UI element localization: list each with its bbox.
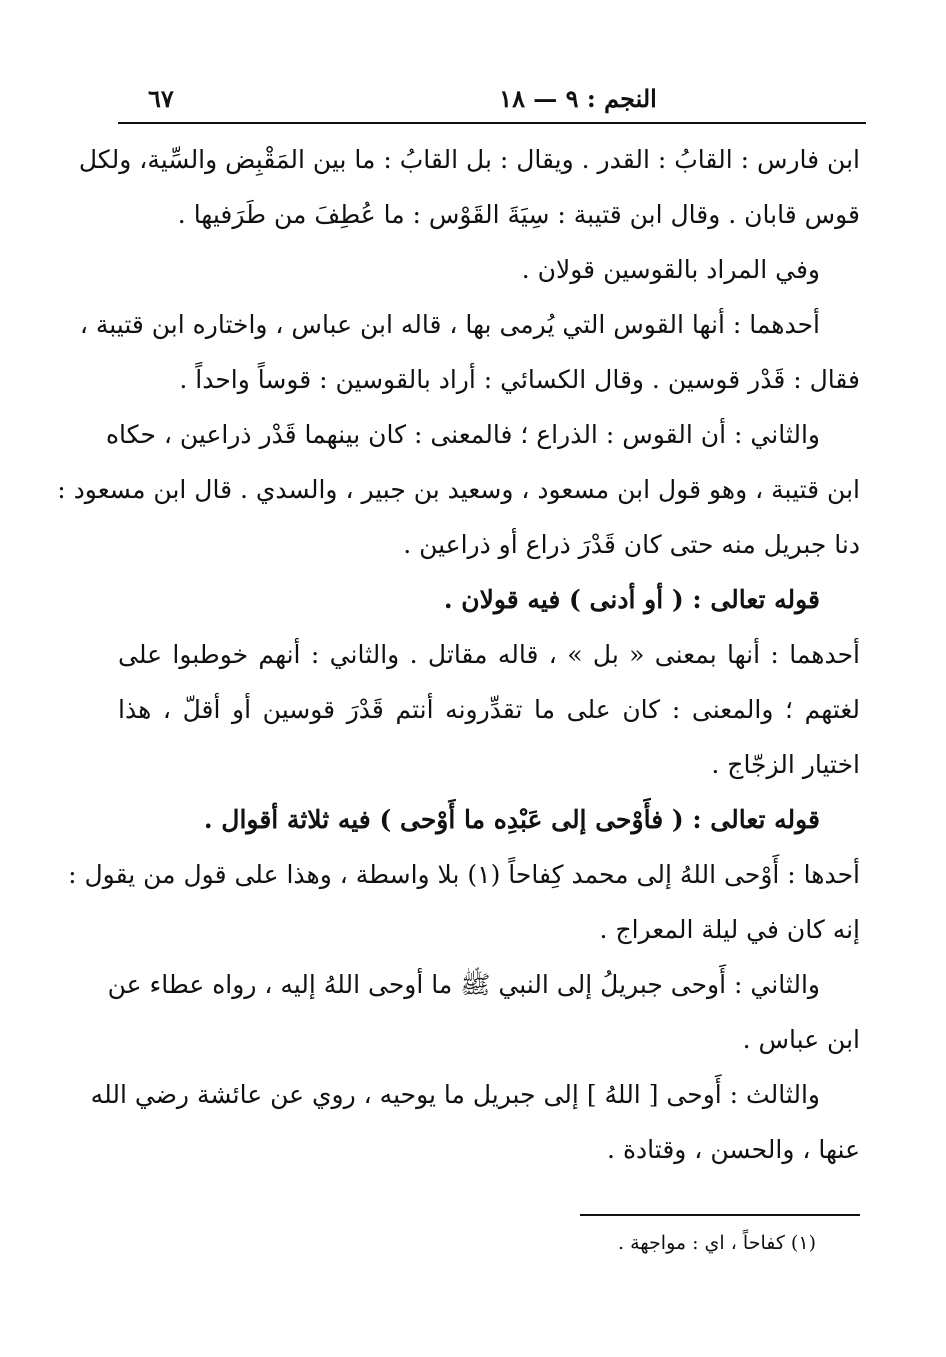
text-line: أحدهما : أنها بمعنى « بل » ، قاله مقاتل . والثاني : أنهم خوطبوا على bbox=[118, 640, 860, 669]
verse-heading: قوله تعالى : ( أو أدنى ) فيه قولان . bbox=[443, 585, 820, 614]
text-line: ابن عباس . bbox=[742, 1025, 860, 1054]
text-line: اختيار الزجّاج . bbox=[711, 750, 860, 779]
text-line: إنه كان في ليلة المعراج . bbox=[599, 915, 860, 944]
text-line: والثالث : أَوحى [ اللهُ ] إلى جبريل ما يوحيه ، روي عن عائشة رضي الله bbox=[90, 1080, 820, 1109]
text-line: وفي المراد بالقوسين قولان . bbox=[521, 255, 820, 284]
text-line: والثاني : أَوحى جبريلُ إلى النبي ﷺ ما أوحى اللهُ إليه ، رواه عطاء عن bbox=[107, 970, 820, 999]
text-line: والثاني : أن القوس : الذراع ؛ فالمعنى : كان بينهما قَدْر ذراعين ، حكاه bbox=[105, 420, 820, 449]
page-number: ٦٧ bbox=[148, 84, 174, 113]
page-header bbox=[118, 80, 866, 120]
text-line: ابن قتيبة ، وهو قول ابن مسعود ، وسعيد بن جبير ، والسدي . قال ابن مسعود : bbox=[57, 475, 860, 504]
header-rule bbox=[118, 122, 866, 124]
text-line: فقال : قَدْر قوسين . وقال الكسائي : أراد بالقوسين : قوساً واحداً . bbox=[179, 365, 860, 394]
text-line: عنها ، والحسن ، وقتادة . bbox=[607, 1135, 860, 1164]
footnote-rule bbox=[580, 1214, 860, 1216]
text-line: ابن فارس : القابُ : القدر . ويقال : بل القابُ : ما بين المَقْبِض والسِّية، ولكل bbox=[78, 145, 860, 174]
text-line: أحدهما : أنها القوس التي يُرمى بها ، قاله ابن عباس ، واختاره ابن قتيبة ، bbox=[79, 310, 820, 339]
text-line: أحدها : أَوْحى اللهُ إلى محمد كِفاحاً (١) بلا واسطة ، وهذا على قول من يقول : bbox=[68, 860, 860, 889]
main-text bbox=[57, 132, 860, 1177]
footnote: (١) كفاحاً ، اي : مواجهة . bbox=[618, 1232, 816, 1254]
text-line: قوس قابان . وقال ابن قتيبة : سِيَةَ القَوْس : ما عُطِفَ من طَرَفيها . bbox=[177, 200, 860, 229]
text-line: لغتهم ؛ والمعنى : كان على ما تقدِّرونه أنتم قَدْرَ قوسين أو أقلّ ، هذا bbox=[118, 695, 860, 724]
running-head: النجم : ٩ — ١٨ bbox=[499, 84, 657, 113]
verse-heading: قوله تعالى : ( فأَوْحى إلى عَبْدِه ما أَوْحى ) فيه ثلاثة أقوال . bbox=[203, 805, 820, 834]
text-line: دنا جبريل منه حتى كان قَدْرَ ذراع أو ذراعين . bbox=[403, 530, 860, 559]
